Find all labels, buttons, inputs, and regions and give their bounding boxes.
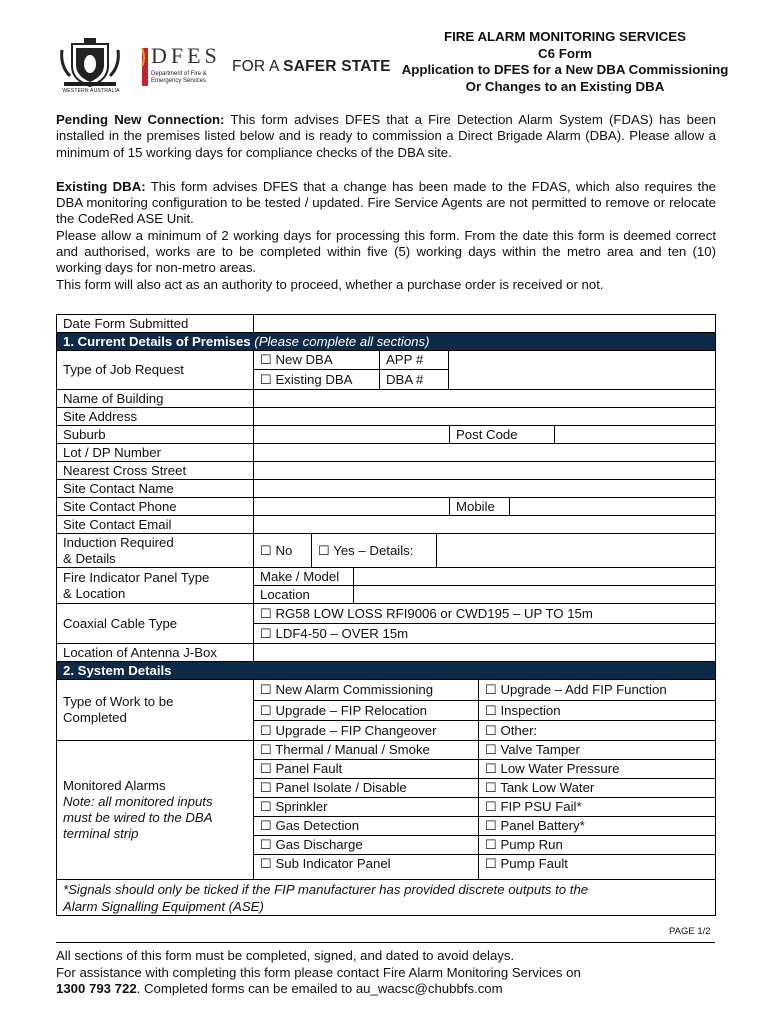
alarm-low-water-pressure[interactable]: ☐ Low Water Pressure — [479, 760, 715, 779]
post-code-field[interactable] — [555, 426, 715, 443]
signals-note-line-1: *Signals should only be ticked if the FIP manufacturer has provided discrete outputs to the — [63, 881, 589, 897]
alarm-thermal-manual-smoke[interactable]: ☐ Thermal / Manual / Smoke — [254, 741, 478, 760]
coaxial-options — [254, 604, 716, 644]
existing-paragraph — [56, 179, 716, 228]
section-1-header — [57, 333, 716, 351]
alarm-fip-psu-fail[interactable]: ☐ FIP PSU Fail* — [479, 798, 715, 817]
building-name-field[interactable] — [254, 390, 716, 408]
job-request-label: Type of Job Request — [57, 351, 254, 390]
app-number-label: APP # — [380, 351, 449, 369]
work-option-fip-relocation[interactable]: ☐ Upgrade – FIP Relocation — [254, 701, 478, 721]
title-line-4: Or Changes to an Existing DBA — [465, 78, 665, 94]
induction-yes-checkbox[interactable]: ☐ Yes – Details: — [312, 534, 437, 567]
lot-dp-field[interactable] — [254, 444, 716, 462]
dba-number-label: DBA # — [380, 370, 449, 389]
footer-divider — [56, 942, 715, 943]
contact-phone-row — [254, 498, 716, 516]
processing-paragraph: Please allow a minimum of 2 working days for processing this form. From the date this form is deemed correct and authorised, works are to be completed within five (5) working days within the metro area and ten (10) working days for non-metro areas. — [56, 227, 716, 276]
site-address-label: Site Address — [57, 408, 254, 426]
signals-note — [57, 880, 716, 916]
intro-text — [56, 112, 716, 293]
form-header — [0, 0, 770, 108]
government-caption: GOVERNMENT OF WESTERN AUSTRALIA — [62, 82, 120, 94]
title-line-3: Application to DFES for a New DBA Commissioning — [401, 62, 729, 77]
work-option-add-fip-function[interactable]: ☐ Upgrade – Add FIP Function — [479, 680, 715, 701]
coax-option-ldf4[interactable]: ☐ LDF4-50 – OVER 15m — [260, 625, 409, 641]
monitored-note-line-2: must be wired to the DBA — [63, 810, 213, 825]
work-type-line-2: Completed — [63, 710, 127, 725]
alarm-sprinkler[interactable]: ☐ Sprinkler — [254, 798, 478, 817]
monitored-alarms-label — [57, 741, 254, 880]
work-option-new-alarm[interactable]: ☐ New Alarm Commissioning — [254, 680, 478, 701]
alarm-pump-run[interactable]: ☐ Pump Run — [479, 836, 715, 855]
fip-location-field[interactable] — [354, 586, 715, 603]
fip-label-line-2: & Location — [63, 585, 126, 601]
mobile-label: Mobile — [450, 498, 510, 515]
alarm-panel-fault[interactable]: ☐ Panel Fault — [254, 760, 478, 779]
contact-phone-label: Site Contact Phone — [57, 498, 254, 516]
job-request-options — [254, 351, 716, 390]
work-type-line-1: Type of Work to be — [63, 694, 174, 709]
fip-location-label: Location — [254, 586, 354, 603]
monitored-alarms-options — [254, 741, 716, 880]
new-dba-checkbox[interactable]: ☐ New DBA — [254, 351, 380, 369]
antenna-field[interactable] — [254, 644, 716, 662]
building-name-label: Name of Building — [57, 390, 254, 408]
dfes-wordmark: DFES — [151, 43, 221, 68]
alarm-panel-battery[interactable]: ☐ Panel Battery* — [479, 817, 715, 836]
title-line-1: FIRE ALARM MONITORING SERVICES — [443, 29, 687, 44]
monitored-note-line-3: terminal strip — [63, 826, 139, 841]
work-option-other[interactable]: ☐ Other: — [485, 722, 538, 738]
contact-name-label: Site Contact Name — [57, 480, 254, 498]
fip-row — [254, 568, 716, 604]
work-option-fip-changeover[interactable]: ☐ Upgrade – FIP Changeover — [260, 722, 437, 738]
post-code-label: Post Code — [450, 426, 555, 443]
monitored-alarms-title: Monitored Alarms — [63, 778, 166, 793]
existing-text: This form advises DFES that a change has been made to the FDAS, which also requires the DBA monitoring configuration to be tested / updated. Fire Service Agents are not permitted to remove or relocate the CodeRed ASE Unit. — [56, 178, 716, 227]
contact-email-field[interactable] — [254, 516, 716, 534]
work-type-options — [254, 680, 716, 741]
work-type-label — [57, 680, 254, 741]
coax-option-rg58[interactable]: ☐ RG58 LOW LOSS RFI9006 or CWD195 – UP TO 15m — [254, 604, 715, 624]
monitored-note-line-1: Note: all monitored inputs — [63, 794, 213, 809]
existing-dba-checkbox[interactable]: ☐ Existing DBA — [254, 370, 380, 389]
contact-name-field[interactable] — [254, 480, 716, 498]
form-title — [370, 29, 760, 95]
page-number: PAGE 1/2 — [669, 926, 711, 937]
footer-text — [56, 948, 716, 998]
suburb-field[interactable] — [254, 426, 450, 443]
induction-no-checkbox[interactable]: ☐ No — [254, 534, 312, 567]
coaxial-label: Coaxial Cable Type — [57, 604, 254, 644]
footer-line-2: For assistance with completing this form please contact Fire Alarm Monitoring Services on — [56, 964, 581, 980]
make-model-label: Make / Model — [254, 568, 354, 585]
date-submitted-label: Date Form Submitted — [57, 315, 254, 333]
induction-label — [57, 534, 254, 568]
footer-email-text: . Completed forms can be emailed to au_wacsc@chubbfs.com — [136, 981, 503, 996]
date-submitted-field[interactable] — [254, 315, 716, 333]
footer-line-3 — [56, 981, 716, 998]
antenna-label: Location of Antenna J-Box — [57, 644, 254, 662]
application-form-table — [56, 314, 716, 916]
induction-label-line-1: Induction Required — [63, 534, 174, 550]
alarm-sub-indicator-panel[interactable]: ☐ Sub Indicator Panel — [260, 856, 391, 871]
induction-details-field[interactable] — [437, 534, 715, 567]
section-1-note: (Please complete all sections) — [250, 333, 430, 349]
suburb-label: Suburb — [57, 426, 254, 444]
cross-street-label: Nearest Cross Street — [57, 462, 254, 480]
section-2-header: 2. System Details — [57, 662, 716, 680]
alarm-valve-tamper[interactable]: ☐ Valve Tamper — [479, 741, 715, 760]
slogan-bold: SAFER STATE — [283, 58, 391, 75]
footer-phone: 1300 793 722 — [56, 981, 137, 996]
suburb-row — [254, 426, 716, 444]
induction-row — [254, 534, 716, 568]
pending-text: This form advises DFES that a Fire Detection Alarm System (FDAS) has been installed in the premises listed below and is ready to commission a Direct Brigade Alarm (DBA). Please allow a minimum of 15 working days for compliance checks of the DBA site. — [56, 112, 716, 160]
pending-paragraph — [56, 112, 716, 161]
site-address-field[interactable] — [254, 408, 716, 426]
contact-phone-field[interactable] — [254, 498, 450, 515]
alarm-pump-fault[interactable]: ☐ Pump Fault — [485, 856, 568, 871]
lot-dp-label: Lot / DP Number — [57, 444, 254, 462]
cross-street-field[interactable] — [254, 462, 716, 480]
pending-label: Pending New Connection: — [56, 112, 225, 127]
slogan-prefix: FOR A — [232, 58, 284, 75]
signals-note-line-2: Alarm Signalling Equipment (ASE) — [63, 898, 264, 914]
title-line-2: C6 Form — [538, 45, 592, 61]
fip-label-line-1: Fire Indicator Panel Type — [63, 569, 210, 585]
fip-label — [57, 568, 254, 604]
dfes-subtitle: Department of Fire & Emergency Services — [151, 71, 207, 84]
footer-line-1: All sections of this form must be completed, signed, and dated to avoid delays. — [56, 948, 515, 963]
make-model-field[interactable] — [354, 568, 715, 585]
safer-state-slogan — [232, 58, 391, 76]
alarm-tank-low-water[interactable]: ☐ Tank Low Water — [479, 779, 715, 798]
authority-paragraph: This form will also act as an authority to proceed, whether a purchase order is received or not. — [56, 276, 604, 292]
mobile-field[interactable] — [510, 498, 715, 515]
contact-email-label: Site Contact Email — [57, 516, 254, 534]
alarm-gas-detection[interactable]: ☐ Gas Detection — [254, 817, 478, 836]
alarm-panel-isolate[interactable]: ☐ Panel Isolate / Disable — [254, 779, 478, 798]
work-option-inspection[interactable]: ☐ Inspection — [479, 701, 715, 721]
section-1-title: 1. Current Details of Premises — [63, 333, 251, 349]
alarm-gas-discharge[interactable]: ☐ Gas Discharge — [254, 836, 478, 855]
existing-label: Existing DBA: — [56, 178, 146, 194]
induction-label-line-2: & Details — [63, 550, 116, 566]
